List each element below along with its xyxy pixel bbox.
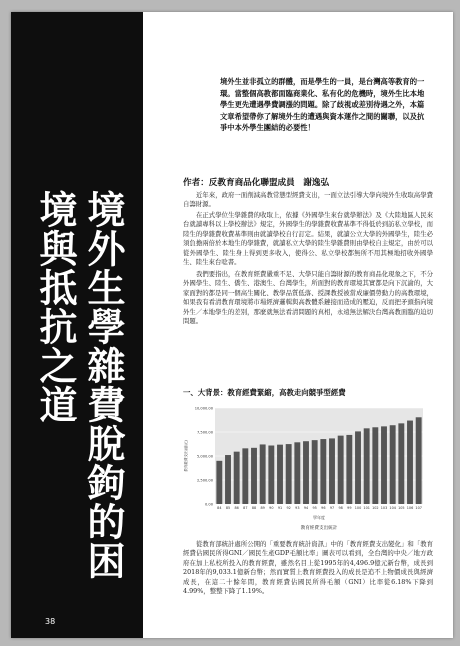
x-tick-label: 87: [243, 506, 248, 510]
x-tick-label: 90: [269, 506, 274, 510]
bar-104: [390, 425, 396, 504]
y-tick-label: 0.00: [204, 502, 213, 507]
bar-89: [260, 444, 266, 504]
bar-85: [225, 455, 231, 504]
y-tick-label: 2,500.00: [196, 478, 213, 483]
article-title: 境外生學雜費脫鉤的困境與抵抗之道: [33, 190, 125, 580]
paragraph-4: 從教育部統計處所公開的「重要教育統計資訊」中的「教育經費支出變化」和「教育經費佔國民所得GNI／國民生產GDP毛額比率」圖表可以看到，全台灣的中央／地方政府在加上私校所投入的教育經費，雖然名目上從1995年的4,496.9億元新台幣，成長到2018年的9,033.1億新台幣；然而實質上教育經費投入的成長是追不上物價成長與經濟成長，在這二十餘年間，教育經費佔國民所得毛額（GNI）比率從6.18%下降到4.99%，整整下降了1.19%。: [183, 540, 433, 596]
x-tick-label: 84: [217, 506, 222, 510]
bar-91: [277, 445, 283, 504]
x-tick-label: 99: [347, 506, 352, 510]
x-tick-label: 103: [380, 506, 388, 510]
y-tick-label: 5,000.00: [196, 454, 213, 459]
x-tick-label: 107: [415, 506, 422, 510]
title-band: [11, 12, 143, 638]
x-tick-label: 95: [312, 506, 317, 510]
bar-98: [338, 436, 344, 504]
bar-103: [381, 426, 387, 504]
paragraph-1: 近年來，政府一面削減高教常態型經費支出，一面立法引導大學向境外生收取高學費自籌財源。: [183, 191, 433, 209]
x-tick-label: 100: [354, 506, 362, 510]
bar-97: [329, 438, 335, 504]
x-tick-label: 86: [234, 506, 239, 510]
x-tick-label: 94: [303, 506, 309, 510]
x-tick-label: 96: [321, 506, 326, 510]
author-line: 作者：反教育商品化聯盟成員 謝逸弘: [183, 178, 330, 188]
bar-107: [416, 417, 422, 504]
bar-chart-svg: [183, 402, 429, 532]
bar-87: [242, 448, 248, 504]
x-axis-label: 學年度: [313, 515, 325, 520]
x-tick-label: 104: [389, 506, 396, 510]
bar-96: [320, 439, 326, 504]
y-axis-label: 教育經費支出(億元): [184, 440, 188, 472]
x-tick-label: 91: [277, 506, 283, 510]
bar-106: [407, 421, 413, 504]
x-tick-label: 98: [338, 506, 343, 510]
x-tick-label: 105: [398, 506, 405, 510]
x-tick-label: 106: [406, 506, 414, 510]
x-tick-label: 88: [251, 506, 257, 510]
bar-84: [216, 461, 222, 504]
paragraph-3: 我們要指出，在教育經費嚴重不足、大學只能自籌財源的教育商品化現象之下，不分外國學生、陸生、僑生、港澳生、台灣學生，所面對的教育環境其實都是向下沉淪的，大家面對的都是同一個高生關化、教學品質低落、授課教授被當成廉價勞動力的高教環境，如果我有看清教育環境將市場經濟邏輯與高教體系鏈接而造成的壓迫，反而把矛頭指向境外生／本地學生的差別，那麼就無法看清問題的真相，永遠無法解決台灣高教面臨的迫切問題。: [183, 270, 433, 326]
y-tick-label: 7,500.00: [196, 430, 213, 435]
bar-94: [303, 441, 309, 504]
chart-caption: 教育經費支出統計: [300, 526, 338, 531]
bar-105: [398, 423, 404, 504]
y-tick-label: 10,000.00: [194, 406, 213, 411]
bar-88: [251, 448, 257, 504]
x-tick-label: 92: [286, 506, 291, 510]
education-budget-chart: [183, 402, 429, 532]
bar-93: [294, 442, 300, 504]
page-number: 38: [45, 617, 56, 626]
bar-100: [355, 431, 361, 504]
bar-101: [364, 428, 370, 504]
bar-99: [346, 435, 352, 504]
bar-92: [286, 444, 292, 504]
bar-90: [268, 446, 274, 504]
intro-blurb: 境外生並非孤立的群體，而是學生的一員，是台灣高等教育的一環。當整個高教都面臨商業化、私有化的危機時，境外生比本地學生更先遭遇學費調漲的問題。除了歧視或差別待遇之外，本篇文章希望帶你了解境外生的遭遇與資本運作之間的關聯，以及抗爭中本外學生團結的必要性！: [220, 77, 425, 133]
bar-102: [372, 427, 378, 504]
x-tick-label: 101: [363, 506, 370, 510]
x-tick-label: 102: [372, 506, 379, 510]
x-tick-label: 93: [295, 506, 300, 510]
bar-86: [234, 452, 240, 504]
bar-95: [312, 440, 318, 504]
x-tick-label: 97: [329, 506, 335, 510]
x-tick-label: 85: [225, 506, 231, 510]
section-heading: 一、大背景：教育經費緊縮，高教走向競爭型經費: [183, 388, 346, 397]
x-tick-label: 89: [260, 506, 265, 510]
magazine-page: [11, 12, 453, 638]
paragraph-2: 在正式學位生學雜費的收取上，依據《外國學生來台就學辦法》及《大陸地區人民來台就讀專科以上學校辦法》規定，外國學生的學雜費收費基準不得低於到訪私立學校，而陸生的學雜費收費基準則由就讀學校自行訂定。結果，就讀公立大學的外國學生，陸生必須負擔兩倍於本地生的學雜費，就讀私立大學的陸生學雜費則由學校自主規定，由於可以從外國學生、陸生身上得到更多收入，使得公、私立學校都無所不用其極地招收外國學生、陸生來台唸書。: [183, 211, 433, 267]
